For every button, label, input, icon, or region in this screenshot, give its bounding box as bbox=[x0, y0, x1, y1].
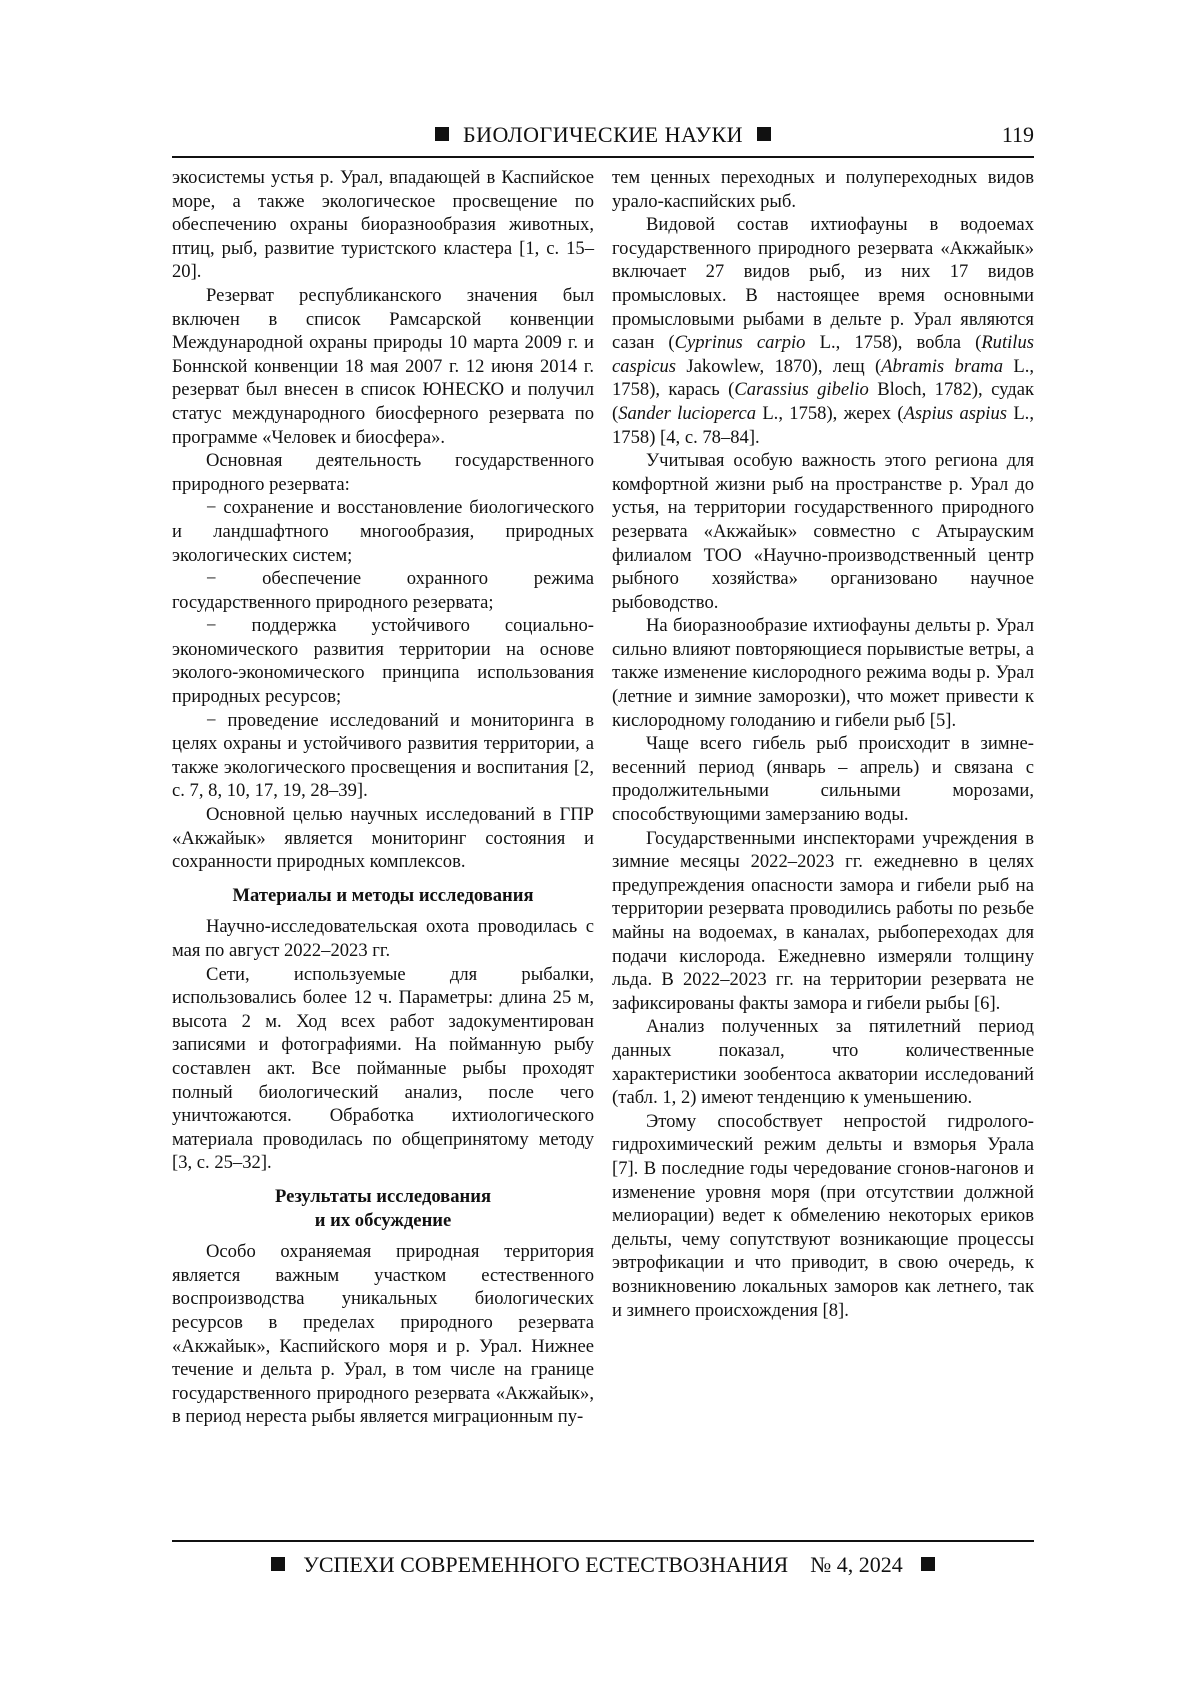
species-name: Carassius gibelio bbox=[734, 379, 868, 400]
section-title: БИОЛОГИЧЕСКИЕ НАУКИ bbox=[463, 122, 743, 147]
paragraph: Научно-исследовательская охота проводилась с мая по август 2022–2023 гг. bbox=[172, 915, 594, 962]
page-number: 119 bbox=[1002, 122, 1034, 148]
square-bullet-icon bbox=[921, 1557, 935, 1571]
species-name: Rutilus caspicus bbox=[612, 332, 1034, 377]
left-column bbox=[172, 166, 594, 1429]
paragraph: Чаще всего гибель рыб происходит в зимне-весенний период (январь – апрель) и связана с продолжительными сильными морозами, способствующими замерзанию воды. bbox=[612, 732, 1034, 826]
square-bullet-icon bbox=[271, 1557, 285, 1571]
paragraph: Сети, используемые для рыбалки, использовались более 12 ч. Параметры: длина 25 м, высота 2 м. Ход всех работ задокументирован записями и фотографиями. На пойманную рыбу составлен акт. Все пойманные рыбы проходят полный биологический анализ, после чего уничтожаются. Обработка ихтиологического материала проводилась по общепринятому методу [3, с. 25–32]. bbox=[172, 963, 594, 1175]
paragraph: Особо охраняемая природная территория является важным участком естественного воспроизводства уникальных биологических ресурсов в пределах природного резервата «Акжайык», Каспийского моря и р. Урал. Нижнее течение и дельта р. Урал, в том числе на границе государственного природного резервата «Акжайык», в период нереста рыбы является миграционным пу- bbox=[172, 1240, 594, 1429]
page-header bbox=[172, 116, 1034, 158]
text-run: L., 1758) [4, с. 78–84]. bbox=[612, 403, 1034, 448]
section-heading-methods: Материалы и методы исследования bbox=[172, 884, 594, 908]
heading-line: Результаты исследования bbox=[275, 1186, 491, 1207]
heading-line: и их обсуждение bbox=[315, 1210, 452, 1231]
issue-number: № 4, 2024 bbox=[810, 1552, 903, 1577]
paragraph: тем ценных переходных и полупереходных видов урало-каспийских рыб. bbox=[612, 166, 1034, 213]
paragraph: Анализ полученных за пятилетний период данных показал, что количественные характеристики зообентоса акватории исследований (табл. 1, 2) имеют тенденцию к уменьшению. bbox=[612, 1015, 1034, 1109]
square-bullet-icon bbox=[757, 127, 771, 141]
paragraph: Резерват республиканского значения был включен в список Рамсарской конвенции Международной охраны природы 10 марта 2009 г. и Боннской конвенции 18 мая 2007 г. 12 июня 2014 г. резерват был внесен в список ЮНЕСКО и получил статус международного биосферного резервата по программе «Человек и биосфера». bbox=[172, 284, 594, 449]
running-title bbox=[172, 122, 1034, 148]
list-item: − проведение исследований и мониторинга в целях охраны и устойчивого развития территории, а также экологического просвещения и воспитания [2, с. 7, 8, 10, 17, 19, 28–39]. bbox=[172, 709, 594, 803]
right-column bbox=[612, 166, 1034, 1322]
paragraph-species bbox=[612, 213, 1034, 449]
text-run: Jakowlew, 1870), лещ ( bbox=[676, 356, 881, 377]
square-bullet-icon bbox=[435, 127, 449, 141]
species-name: Cyprinus carpio bbox=[675, 332, 806, 353]
text-run: Видовой состав ихтиофауны в водоемах государственного природного резервата «Акжайык» включает 27 видов рыб, из них 17 видов промысловых. В настоящее время основными промысловыми рыбами в дельте р. Урал являются сазан ( bbox=[612, 214, 1034, 353]
species-name: Sander lucioperca bbox=[618, 403, 756, 424]
journal-title: УСПЕХИ СОВРЕМЕННОГО ЕСТЕСТВОЗНАНИЯ bbox=[303, 1552, 788, 1577]
list-item: − сохранение и восстановление биологического и ландшафтного многообразия, природных экологических систем; bbox=[172, 496, 594, 567]
paragraph: На биоразнообразие ихтиофауны дельты р. Урал сильно влияют повторяющиеся порывистые ветры, а также изменение кислородного режима воды р. Урал (летние и зимние заморозки), что может привести к кислородному голоданию и гибели рыб [5]. bbox=[612, 614, 1034, 732]
paragraph: Этому способствует непростой гидролого-гидрохимический режим дельты и взморья Урала [7]. В последние годы чередование сгонов-нагонов и изменение уровня моря (при отсутствии должной мелиорации) ведет к обмелению некоторых ериков дельты, чему сопутствуют возникающие процессы эвтрофикации и что приводит, в свою очередь, к возникновению локальных заморов как летнего, так и зимнего происхождения [8]. bbox=[612, 1110, 1034, 1322]
text-run: Bloch, 1782), судак ( bbox=[612, 379, 1034, 424]
section-heading-results bbox=[172, 1185, 594, 1232]
list-item: − обеспечение охранного режима государственного природного резервата; bbox=[172, 567, 594, 614]
species-name: Abramis brama bbox=[881, 356, 1003, 377]
paragraph: Учитывая особую важность этого региона для комфортной жизни рыб на пространстве р. Урал до устья, на территории государственного природного резервата «Акжайык» совместно с Атырауским филиалом ТОО «Научно-производственный центр рыбного хозяйства» организовано научное рыбоводство. bbox=[612, 449, 1034, 614]
paragraph: Основной целью научных исследований в ГПР «Акжайык» является мониторинг состояния и сохранности природных комплексов. bbox=[172, 803, 594, 874]
paragraph: Основная деятельность государственного природного резервата: bbox=[172, 449, 594, 496]
list-item: − поддержка устойчивого социально-экономического развития территории на основе эколого-экономического принципа использования природных ресурсов; bbox=[172, 614, 594, 708]
paragraph: экосистемы устья р. Урал, впадающей в Каспийское море, а также экологическое просвещение по обеспечению охраны биоразнообразия животных, птиц, рыб, развитие туристского кластера [1, с. 15–20]. bbox=[172, 166, 594, 284]
paragraph: Государственными инспекторами учреждения в зимние месяцы 2022–2023 гг. ежедневно в целях предупреждения опасности замора и гибели рыб на территории резервата проводились работы по резьбе майны на водоемах, в каналах, рыбопереходах для подачи кислорода. Ежедневно измеряли толщину льда. В 2022–2023 гг. на территории резервата не зафиксированы факты замора и гибели рыбы [6]. bbox=[612, 827, 1034, 1016]
page-footer bbox=[172, 1540, 1034, 1578]
species-name: Aspius aspius bbox=[904, 403, 1007, 424]
text-run: L., 1758), вобла ( bbox=[805, 332, 981, 353]
text-run: L., 1758), жерех ( bbox=[756, 403, 904, 424]
text-run: L., 1758), карась ( bbox=[612, 356, 1034, 401]
